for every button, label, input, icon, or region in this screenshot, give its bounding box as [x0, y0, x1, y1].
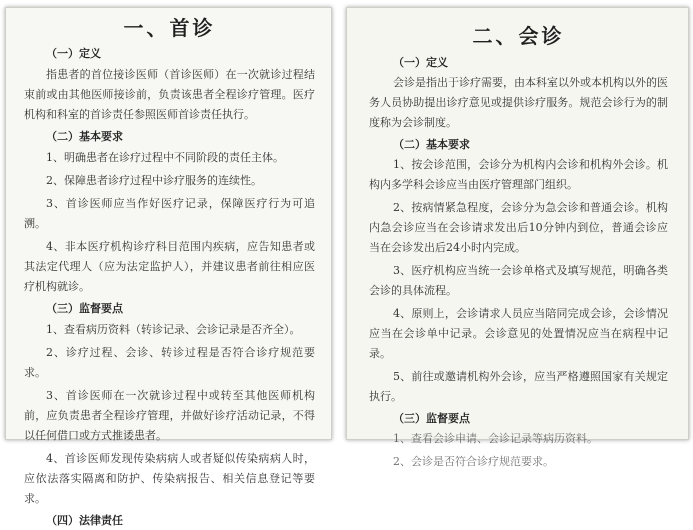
requirement-item-5: 5、前往或邀请机构外会诊，应当严格遵照国家有关规定执行。 [369, 370, 668, 403]
section-title-consultation: 二、会诊 [472, 24, 565, 48]
supervision-item-4: 4、首诊医师发现传染病病人或者疑似传染病病人时，应依法落实隔离和防护、传染病报告、相关信息登记等要求。 [24, 452, 315, 505]
requirement-item-4: 4、非本医疗机构诊疗科目范围内疾病，应告知患者或其法定代理人（应为法定监护人），并建议患者前往相应医疗机构就诊。 [24, 240, 315, 293]
paragraph-definition: 指患者的首位接诊医师（首诊医师）在一次就诊过程结束前或由其他医师接诊前，负责该患者全程诊疗管理。医疗机构和科室的首诊责任参照医师首诊责任执行。 [24, 68, 315, 121]
requirement-item-4: 4、原则上，会诊请求人员应当陪同完成会诊，会诊情况应当在会诊单中记录。会诊意见的处置情况应当在病程中记录。 [369, 307, 668, 360]
section-title-first-visit: 一、首诊 [123, 16, 216, 40]
supervision-item-1: 1、查看病历资料（转诊记录、会诊记录是否齐全）。 [46, 323, 301, 336]
supervision-item-3: 3、首诊医师在一次就诊过程中或转至其他医师机构前，应负责患者全程诊疗管理，并做好诊疗活动记录，不得以任何借口或方式推诿患者。 [24, 389, 315, 442]
right-document-page [346, 7, 689, 468]
supervision-item-2: 2、诊疗过程、会诊、转诊过程是否符合诊疗规范要求。 [24, 346, 315, 379]
paragraph-definition: 会诊是指出于诊疗需要，由本科室以外或本机构以外的医务人员协助提出诊疗意见或提供诊疗服务。规范会诊行为的制度称为会诊制度。 [369, 76, 668, 129]
supervision-item-1: 1、查看会诊申请、会诊记录等病历资料。 [393, 432, 598, 445]
heading-basic-requirements: （二）基本要求 [393, 138, 470, 151]
heading-legal-liability: （四）法律责任 [46, 514, 123, 527]
heading-supervision-points: （三）监督要点 [393, 412, 470, 425]
left-document-page [5, 7, 332, 527]
requirement-item-1: 1、明确患者在诊疗过程中不同阶段的责任主体。 [46, 151, 284, 164]
heading-supervision-points: （三）监督要点 [46, 302, 123, 315]
requirement-item-3: 3、医疗机构应当统一会诊单格式及填写规范，明确各类会诊的具体流程。 [369, 264, 668, 297]
supervision-item-2: 2、会诊是否符合诊疗规范要求。 [393, 455, 554, 468]
heading-definition: （一）定义 [46, 47, 101, 60]
heading-definition: （一）定义 [393, 56, 448, 69]
requirement-item-1: 1、按会诊范围，会诊分为机构内会诊和机构外会诊。机构内多学科会诊应当由医疗管理部门组织。 [369, 158, 668, 191]
requirement-item-2: 2、保障患者诊疗过程中诊疗服务的连续性。 [46, 174, 262, 187]
heading-basic-requirements: （二）基本要求 [46, 130, 123, 143]
requirement-item-3: 3、首诊医师应当作好医疗记录，保障医疗行为可追溯。 [24, 197, 315, 230]
requirement-item-2: 2、按病情紧急程度，会诊分为急会诊和普通会诊。机构内急会诊应当在会诊请求发出后10分钟内到位，普通会诊应当在会诊发出后24小时内完成。 [369, 201, 668, 254]
